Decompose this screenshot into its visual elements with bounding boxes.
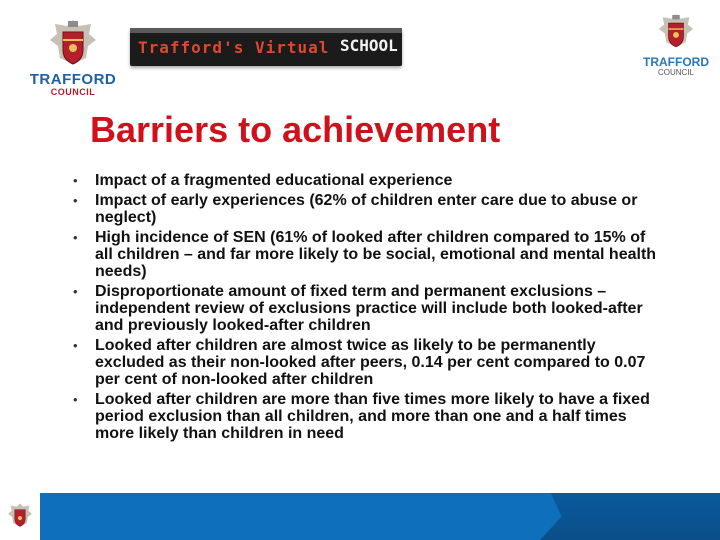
bullet-item [70, 283, 660, 334]
trafford-council-logo [28, 18, 118, 98]
banner-title: Trafford's Virtual [138, 38, 330, 57]
bullet-text: Impact of a fragmented educational experience [95, 172, 453, 189]
bullet-text: Disproportionate amount of fixed term and permanent exclusions – independent review of exclusions practice will include both looked-after and previously looked-after children [95, 283, 643, 334]
bullet-marker: • [73, 284, 78, 299]
virtual-school-banner [130, 28, 402, 66]
council-name-right: TRAFFORD [643, 55, 709, 69]
page-number: 13 [677, 482, 691, 494]
footer-slant-panel [540, 493, 720, 540]
bullet-marker: • [73, 193, 78, 208]
council-name: TRAFFORD [29, 71, 117, 88]
slide-title: Barriers to achievement [90, 109, 501, 150]
trafford-crest-icon [46, 18, 100, 70]
bullet-item [70, 229, 660, 280]
bullet-marker: • [73, 338, 78, 353]
footer-crest-icon [6, 501, 34, 531]
banner-stripe [130, 28, 402, 33]
trafford-crest-icon [656, 10, 696, 54]
bullet-item [70, 192, 660, 226]
bullet-text: Looked after children are more than five times more likely to have a fixed period exclusion than all children, and more than one and a half times more likely than children in need [95, 391, 650, 442]
footer-crest-box [0, 493, 40, 540]
bullet-item [70, 337, 660, 388]
trafford-council-logo-right [636, 10, 716, 80]
banner-school-word: SCHOOL [340, 36, 398, 55]
bullet-marker: • [73, 230, 78, 245]
bullet-text: High incidence of SEN (61% of looked after children compared to 15% of all children – and far more likely to be social, emotional and mental health needs) [95, 229, 657, 280]
bullet-marker: • [73, 173, 78, 188]
bullet-text: Looked after children are almost twice as likely to be permanently excluded as their non-looked after peers, 0.14 per cent compared to 0.07 per cent of non-looked after children [95, 337, 646, 388]
bullet-marker: • [73, 392, 78, 407]
bullet-item [70, 172, 660, 189]
bullet-list [70, 172, 660, 445]
bullet-item [70, 391, 660, 442]
bullet-text: Impact of early experiences (62% of children enter care due to abuse or neglect) [95, 192, 638, 226]
council-subtitle-right: COUNCIL [657, 68, 694, 77]
council-subtitle: COUNCIL [50, 87, 96, 97]
